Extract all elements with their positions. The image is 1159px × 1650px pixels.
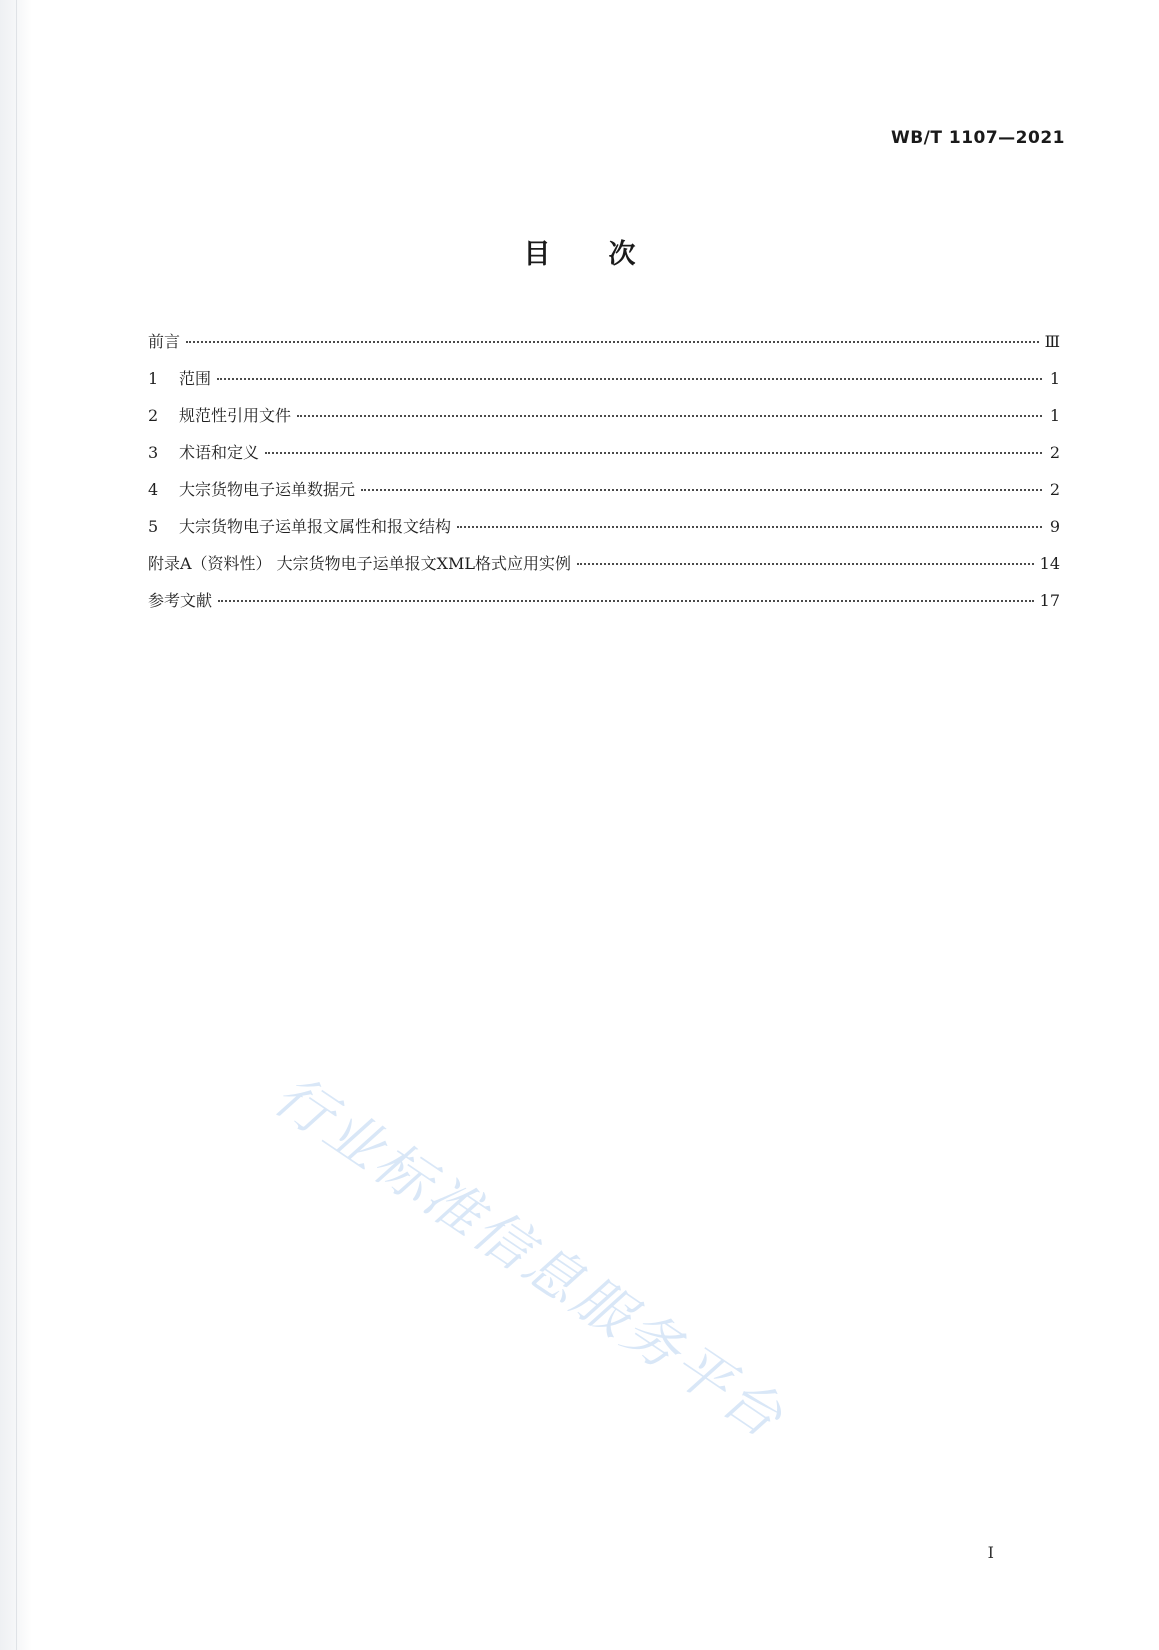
watermark: 行业标准信息服务平台 <box>262 1062 797 1453</box>
toc-entry-label: 大宗货物电子运单报文属性和报文结构 <box>179 517 452 536</box>
toc-page-number: 9 <box>1049 517 1060 536</box>
toc-entry[interactable] <box>148 517 1060 554</box>
toc-section-number: 1 <box>148 369 159 388</box>
toc-entry[interactable] <box>148 369 1060 406</box>
toc-page-number: Ⅲ <box>1044 332 1060 351</box>
toc-dot-leader <box>577 563 1034 565</box>
toc-section-number: 5 <box>148 517 159 536</box>
toc-section-number: 3 <box>148 443 159 462</box>
toc-dot-leader <box>361 489 1042 491</box>
toc-section-number: 2 <box>148 406 159 425</box>
toc-page-number: 14 <box>1039 554 1060 573</box>
toc-dot-leader <box>218 600 1034 602</box>
toc-page-number: 1 <box>1049 406 1060 425</box>
standard-number: WB/T 1107—2021 <box>890 128 1065 148</box>
toc-entry[interactable] <box>148 591 1060 628</box>
toc-page-number: 1 <box>1049 369 1060 388</box>
page-number: I <box>987 1543 994 1562</box>
toc-entry[interactable] <box>148 406 1060 443</box>
toc-entry-label: 术语和定义 <box>179 443 260 462</box>
toc-dot-leader <box>217 378 1042 380</box>
toc-entry-label: 参考文献 <box>148 591 213 610</box>
table-of-contents <box>148 332 1060 628</box>
toc-dot-leader <box>457 526 1042 528</box>
toc-entry-label: 规范性引用文件 <box>179 406 292 425</box>
toc-entry[interactable] <box>148 443 1060 480</box>
toc-page-number: 17 <box>1039 591 1060 610</box>
toc-dot-leader <box>297 415 1042 417</box>
page-title: 目次 <box>523 239 694 270</box>
toc-dot-leader <box>265 452 1042 454</box>
toc-page-number: 2 <box>1049 480 1060 499</box>
toc-entry[interactable] <box>148 480 1060 517</box>
toc-entry-label: 前言 <box>148 332 181 351</box>
toc-entry-label: 附录A（资料性） 大宗货物电子运单报文XML格式应用实例 <box>148 554 572 573</box>
toc-entry-label: 范围 <box>179 369 212 388</box>
toc-entry[interactable] <box>148 554 1060 591</box>
toc-section-number: 4 <box>148 480 159 499</box>
toc-dot-leader <box>186 341 1039 343</box>
toc-entry-label: 大宗货物电子运单数据元 <box>179 480 356 499</box>
toc-page-number: 2 <box>1049 443 1060 462</box>
toc-entry[interactable] <box>148 332 1060 369</box>
